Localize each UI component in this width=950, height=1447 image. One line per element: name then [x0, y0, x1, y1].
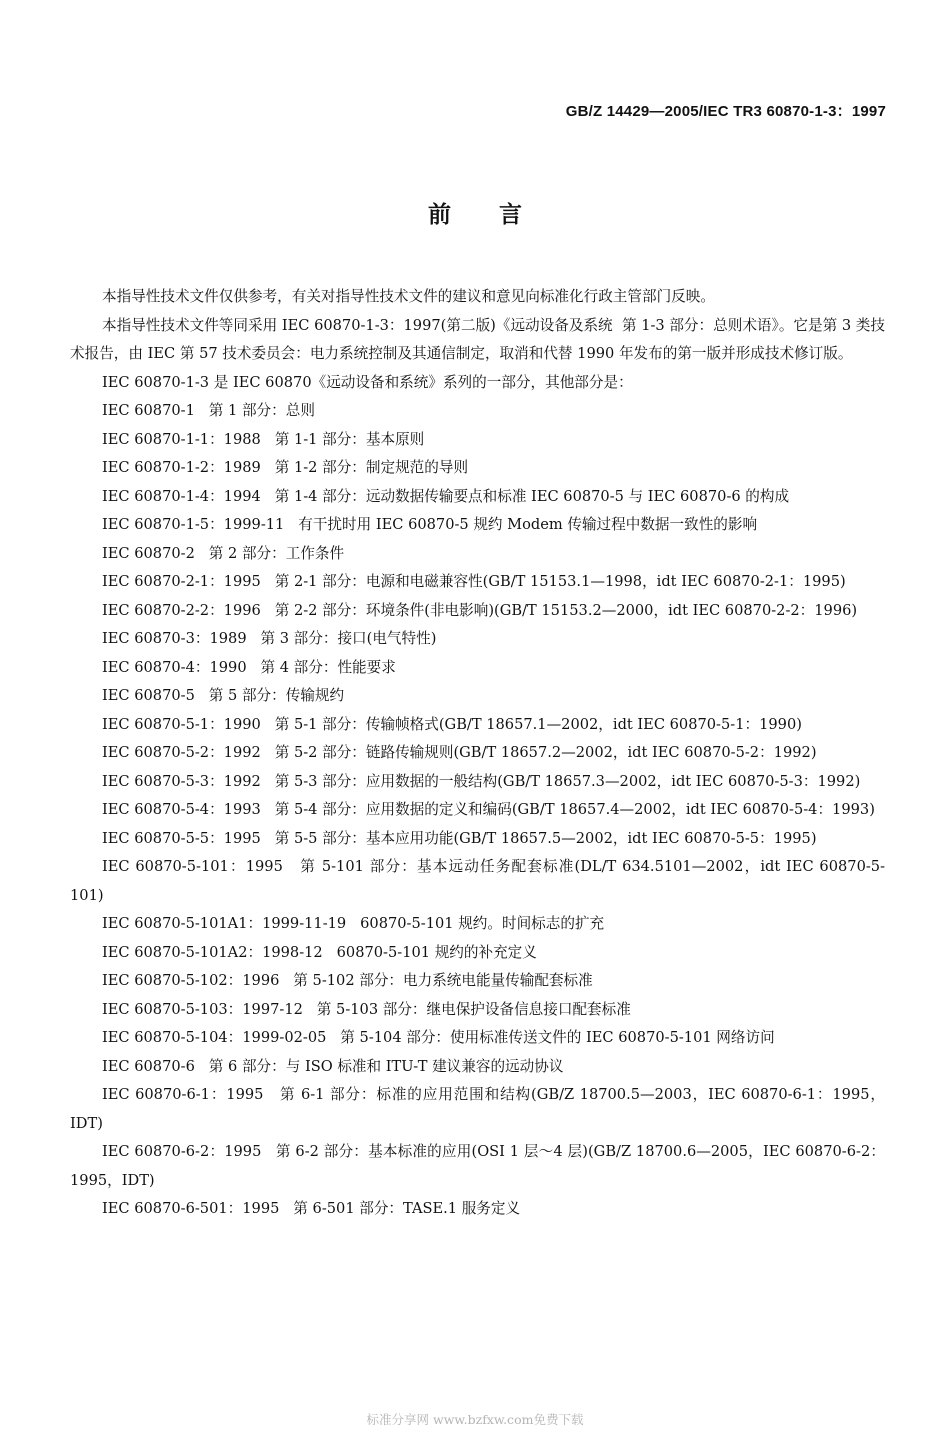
paragraph: IEC 60870-5-101A2：1998-12 60870-5-101 规约的补充定义	[102, 943, 537, 961]
paragraph: IEC 60870-5-103：1997-12 第 5-103 部分：继电保护设备信息接口配套标准	[102, 1000, 631, 1018]
paragraph: IEC 60870-1 第 1 部分：总则	[102, 402, 315, 419]
paragraph: IEC 60870-6 第 6 部分：与 ISO 标准和 ITU-T 建议兼容的远动协议	[102, 1057, 564, 1075]
paragraph: IEC 60870-5-101：1995 第 5-101 部分：基本远动任务配套标准(DL/T 634.5101—2002，idt IEC 60870-5-101)	[70, 858, 885, 904]
paragraph: IEC 60870-5 第 5 部分：传输规约	[102, 687, 345, 704]
paragraph: IEC 60870-5-1：1990 第 5-1 部分：传输帧格式(GB/T 18657.1—2002，idt IEC 60870-5-1：1990)	[102, 715, 802, 733]
paragraph: IEC 60870-1-5：1999-11 有干扰时用 IEC 60870-5 规约 Modem 传输过程中数据一致性的影响	[102, 516, 758, 533]
paragraph: IEC 60870-2 第 2 部分：工作条件	[102, 544, 345, 562]
paragraph: IEC 60870-3：1989 第 3 部分：接口(电气特性)	[102, 630, 437, 647]
paragraph: IEC 60870-6-2：1995 第 6-2 部分：基本标准的应用(OSI 1 层～4 层)(GB/Z 18700.6—2005，IEC 60870-6-2：1995，IDT)	[70, 1143, 885, 1189]
paragraph: IEC 60870-5-2：1992 第 5-2 部分：链路传输规则(GB/T 18657.2—2002，idt IEC 60870-5-2：1992)	[102, 744, 817, 761]
paragraph: IEC 60870-6-1：1995 第 6-1 部分：标准的应用范围和结构(GB/Z 18700.5—2003，IEC 60870-6-1：1995，IDT)	[70, 1086, 885, 1132]
paragraph: IEC 60870-4：1990 第 4 部分：性能要求	[102, 658, 396, 676]
page-title: 前言	[428, 202, 570, 228]
standard-code-header: GB/Z 14429—2005/IEC TR3 60870-1-3：1997	[565, 103, 886, 120]
paragraph: IEC 60870-1-2：1989 第 1-2 部分：制定规范的导则	[102, 459, 469, 476]
paragraph: IEC 60870-2-2：1996 第 2-2 部分：环境条件(非电影响)(GB/T 15153.2—2000，idt IEC 60870-2-2：1996)	[102, 601, 858, 619]
paragraph: IEC 60870-1-1：1988 第 1-1 部分：基本原则	[102, 430, 425, 448]
paragraph: IEC 60870-5-102：1996 第 5-102 部分：电力系统电能量传输配套标准	[102, 972, 593, 989]
footer-watermark: 标准分享网 www.bzfxw.com免费下载	[366, 1412, 584, 1427]
paragraph: IEC 60870-5-101A1：1999-11-19 60870-5-101 规约。时间标志的扩充	[102, 915, 605, 932]
paragraph: IEC 60870-1-3 是 IEC 60870《远动设备和系统》系列的一部分，其他部分是：	[102, 373, 633, 391]
paragraph: IEC 60870-5-3：1992 第 5-3 部分：应用数据的一般结构(GB/T 18657.3—2002，idt IEC 60870-5-3：1992)	[102, 772, 861, 790]
paragraph: IEC 60870-2-1：1995 第 2-1 部分：电源和电磁兼容性(GB/T 15153.1—1998，idt IEC 60870-2-1：1995)	[102, 573, 846, 590]
paragraph: IEC 60870-5-104：1999-02-05 第 5-104 部分：使用标准传送文件的 IEC 60870-5-101 网络访问	[102, 1029, 775, 1046]
paragraph: 本指导性技术文件等同采用 IEC 60870-1-3：1997(第二版)《远动设备及系统 第 1-3 部分：总则术语》。它是第 3 类技术报告，由 IEC 第 57 技术委员会：电力系统控制及其通信制定，取消和代替 1990 年发布的第一版并形成技术修订版。	[70, 316, 885, 362]
paragraph: IEC 60870-1-4：1994 第 1-4 部分：远动数据传输要点和标准 IEC 60870-5 与 IEC 60870-6 的构成	[102, 487, 790, 505]
paragraph: IEC 60870-5-5：1995 第 5-5 部分：基本应用功能(GB/T 18657.5—2002，idt IEC 60870-5-5：1995)	[102, 829, 817, 847]
paragraph: 本指导性技术文件仅供参考，有关对指导性技术文件的建议和意见向标准化行政主管部门反映。	[102, 288, 715, 305]
foreword-body	[70, 283, 885, 1224]
paragraph: IEC 60870-5-4：1993 第 5-4 部分：应用数据的定义和编码(GB/T 18657.4—2002，idt IEC 60870-5-4：1993)	[102, 801, 875, 818]
paragraph: IEC 60870-6-501：1995 第 6-501 部分：TASE.1 服务定义	[102, 1200, 521, 1217]
